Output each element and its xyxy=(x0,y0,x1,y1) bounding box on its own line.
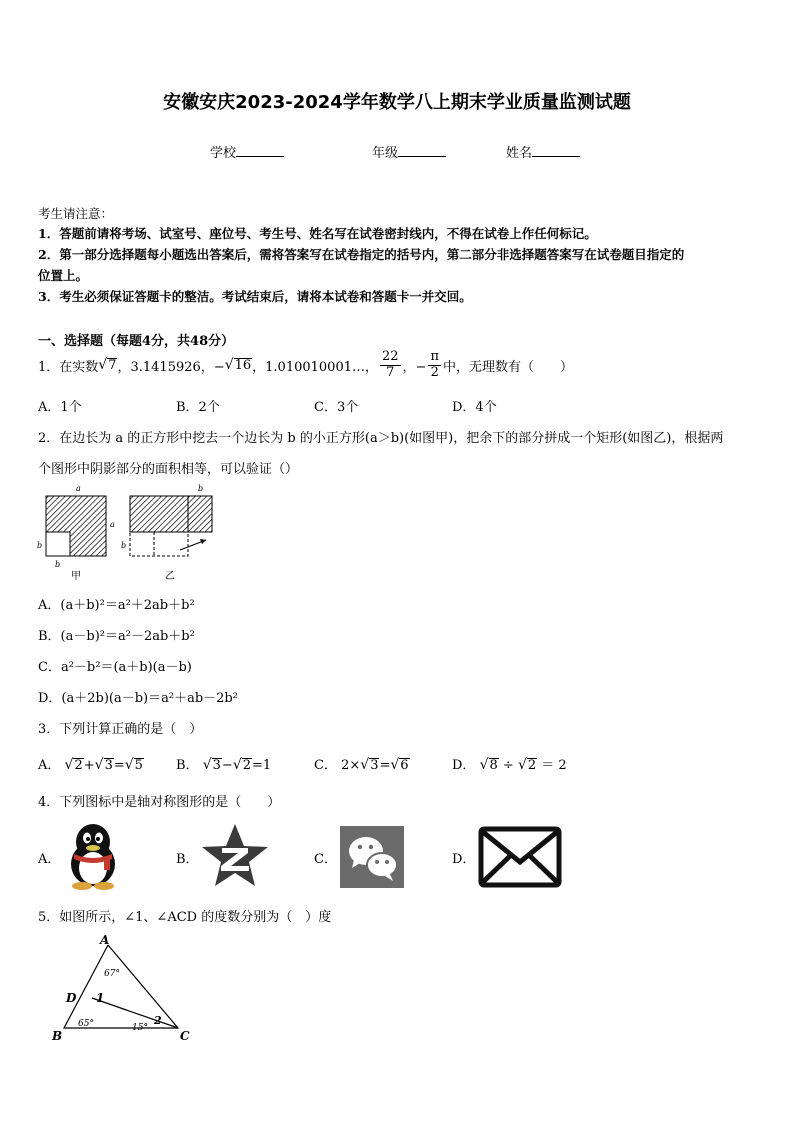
vertex-c: C xyxy=(180,1029,190,1043)
question-1 xyxy=(38,350,573,381)
page-title: 安徽安庆2023-2024学年数学八上期末学业质量监测试题 xyxy=(163,92,631,113)
q1-suffix: 中，无理数有（ ） xyxy=(443,359,574,375)
name-label: 姓名 xyxy=(506,146,533,161)
q1-prefix: 1．在实数 xyxy=(38,359,99,375)
q1-radicand-1: 7 xyxy=(108,357,117,373)
sqrt-symbol-icon: √ xyxy=(390,757,400,773)
q3-b-eq: =1 xyxy=(252,758,272,773)
rect-top xyxy=(130,496,212,532)
name-blank xyxy=(532,144,580,157)
q3-a-eq: = xyxy=(113,758,125,773)
penguin-icon[interactable] xyxy=(60,820,126,890)
q3-d-eq: ＝ 2 xyxy=(537,758,567,773)
star-shape xyxy=(202,824,268,886)
q1-option-c[interactable]: C．3个 xyxy=(314,400,359,415)
angle-1-label: 1 xyxy=(96,991,105,1005)
notice-item-1: 1．答题前请将考场、试室号、座位号、考生号、姓名写在试卷密封线内，不得在试卷上作任何标记。 xyxy=(38,226,597,241)
sqrt-symbol-icon: √ xyxy=(517,757,527,773)
sqrt-symbol-icon: √ xyxy=(232,757,242,773)
sqrt-symbol-icon: √ xyxy=(224,357,234,374)
rect-dashed xyxy=(130,532,188,556)
q3-b-op: − xyxy=(221,758,233,773)
q3-a-label: A． xyxy=(38,758,61,773)
q3-c-label: C． xyxy=(314,758,337,773)
q3-c-rad-2: 6 xyxy=(400,758,409,773)
q1-text-2: ，3.1415926，− xyxy=(117,359,225,375)
fig1-label-a-top: a xyxy=(76,484,81,493)
fig1-label-a-side: a xyxy=(110,520,115,529)
star-z-icon[interactable] xyxy=(200,822,270,888)
q3-a-rad-2: 3 xyxy=(104,758,113,773)
q2-option-a[interactable]: A．(a＋b)²＝a²＋2ab＋b² xyxy=(38,598,195,613)
small-square xyxy=(46,532,70,556)
q3-a-rad-1: 2 xyxy=(74,758,83,773)
notice-heading: 考生请注意： xyxy=(38,206,114,221)
vertex-b: B xyxy=(52,1029,63,1043)
fig1-caption: 甲 xyxy=(71,571,81,582)
q3-option-b[interactable] xyxy=(176,754,271,773)
q4-option-b-label: B． xyxy=(176,852,199,867)
sqrt-symbol-icon: √ xyxy=(479,757,489,773)
q3-d-op: ÷ xyxy=(498,758,518,773)
name-field xyxy=(506,142,580,161)
section-choice-heading: 一、选择题（每题4分，共48分） xyxy=(38,334,235,349)
question-4: 4．下列图标中是轴对称图形的是（ ） xyxy=(38,795,281,810)
notice-item-3: 3．考生必须保证答题卡的整洁。考试结束后，请将本试卷和答题卡一并交回。 xyxy=(38,289,472,304)
fig1-label-b-side: b xyxy=(37,541,43,550)
grade-label: 年级 xyxy=(372,146,399,161)
q3-b-label: B． xyxy=(176,758,199,773)
q1-radicand-2: 16 xyxy=(234,357,252,373)
school-label: 学校 xyxy=(210,146,237,161)
fig2-label-b-side: b xyxy=(121,541,127,550)
angle-b-degree: 65° xyxy=(78,1019,94,1029)
q1-frac2-den: 2 xyxy=(430,364,439,380)
q1-frac1-den: 7 xyxy=(386,364,395,380)
grade-blank xyxy=(398,144,446,157)
school-field xyxy=(210,142,284,161)
q3-option-c[interactable] xyxy=(314,754,410,773)
sqrt-symbol-icon: √ xyxy=(202,757,212,773)
q3-c-eq: = xyxy=(379,758,391,773)
q2-option-d[interactable]: D．(a＋2b)(a－b)＝a²＋ab－2b² xyxy=(38,691,238,706)
q1-option-d[interactable]: D．4个 xyxy=(452,400,497,415)
q3-d-rad-2: 2 xyxy=(527,758,537,773)
q1-fraction-1 xyxy=(380,350,401,381)
angle-c-degree: 15° xyxy=(132,1023,148,1033)
grade-field xyxy=(372,142,446,161)
question-2-line-1: 2．在边长为 a 的正方形中挖去一个边长为 b 的小正方形(a＞b)(如图甲)，把余下的部分拼成一个矩形(如图乙)，根据两 xyxy=(38,431,724,446)
sqrt-symbol-icon: √ xyxy=(94,757,104,773)
sqrt-symbol-icon: √ xyxy=(360,757,370,773)
q2-option-b[interactable]: B．(a－b)²＝a²－2ab＋b² xyxy=(38,629,195,644)
q3-c-pre: 2× xyxy=(341,758,361,773)
point-d: D xyxy=(66,991,77,1005)
school-blank xyxy=(236,144,284,157)
q4-option-c-label: C． xyxy=(314,852,337,867)
question-5: 5．如图所示，∠1、∠ACD 的度数分别为（ ）度 xyxy=(38,910,332,925)
q4-option-d-label: D． xyxy=(452,852,476,867)
q1-text-3: ，1.010010001…， xyxy=(252,359,378,375)
q1-text-4: ，− xyxy=(402,359,427,375)
q3-a-rad-3: 5 xyxy=(134,758,143,773)
q3-c-rad-1: 3 xyxy=(370,758,379,773)
q3-b-rad-1: 3 xyxy=(212,758,221,773)
q1-option-a[interactable]: A．1个 xyxy=(38,400,82,415)
sqrt-symbol-icon: √ xyxy=(124,757,134,773)
angle-a-degree: 67° xyxy=(104,969,120,979)
fig2-caption: 乙 xyxy=(165,571,175,582)
q2-option-c[interactable]: C．a²－b²＝(a＋b)(a－b) xyxy=(38,660,192,675)
q3-option-d[interactable] xyxy=(452,754,567,773)
q1-frac1-num: 22 xyxy=(382,349,399,364)
question-3: 3．下列计算正确的是（ ） xyxy=(38,722,203,737)
sqrt-symbol-icon: √ xyxy=(98,357,108,374)
q3-d-rad-1: 8 xyxy=(489,758,498,773)
q4-option-a-label: A． xyxy=(38,852,61,867)
q1-frac2-num: π xyxy=(430,349,439,364)
sqrt-symbol-icon: √ xyxy=(64,757,74,773)
question-2-line-2: 个图形中阴影部分的面积相等，可以验证（） xyxy=(38,462,299,477)
q3-d-label: D． xyxy=(452,758,476,773)
notice-item-2: 2．第一部分选择题每小题选出答案后，需将答案写在试卷指定的括号内，第二部分非选择题答案写在试卷题目指定的 xyxy=(38,247,685,262)
q3-a-op: + xyxy=(83,758,95,773)
vertex-a: A xyxy=(100,933,110,947)
q2-figure xyxy=(30,480,230,585)
q3-option-a[interactable] xyxy=(38,754,144,773)
q1-option-b[interactable]: B．2个 xyxy=(176,400,220,415)
envelope-icon[interactable] xyxy=(478,826,562,888)
q5-triangle-figure xyxy=(50,930,200,1048)
wechat-icon[interactable] xyxy=(340,826,404,888)
q3-b-rad-2: 2 xyxy=(242,758,252,773)
q1-fraction-2 xyxy=(428,350,441,381)
angle-2-label: 2 xyxy=(154,1014,162,1027)
fig2-label-b-top: b xyxy=(198,484,204,493)
fig1-label-b-bottom: b xyxy=(55,560,61,569)
notice-item-2-cont: 位置上。 xyxy=(38,268,89,283)
